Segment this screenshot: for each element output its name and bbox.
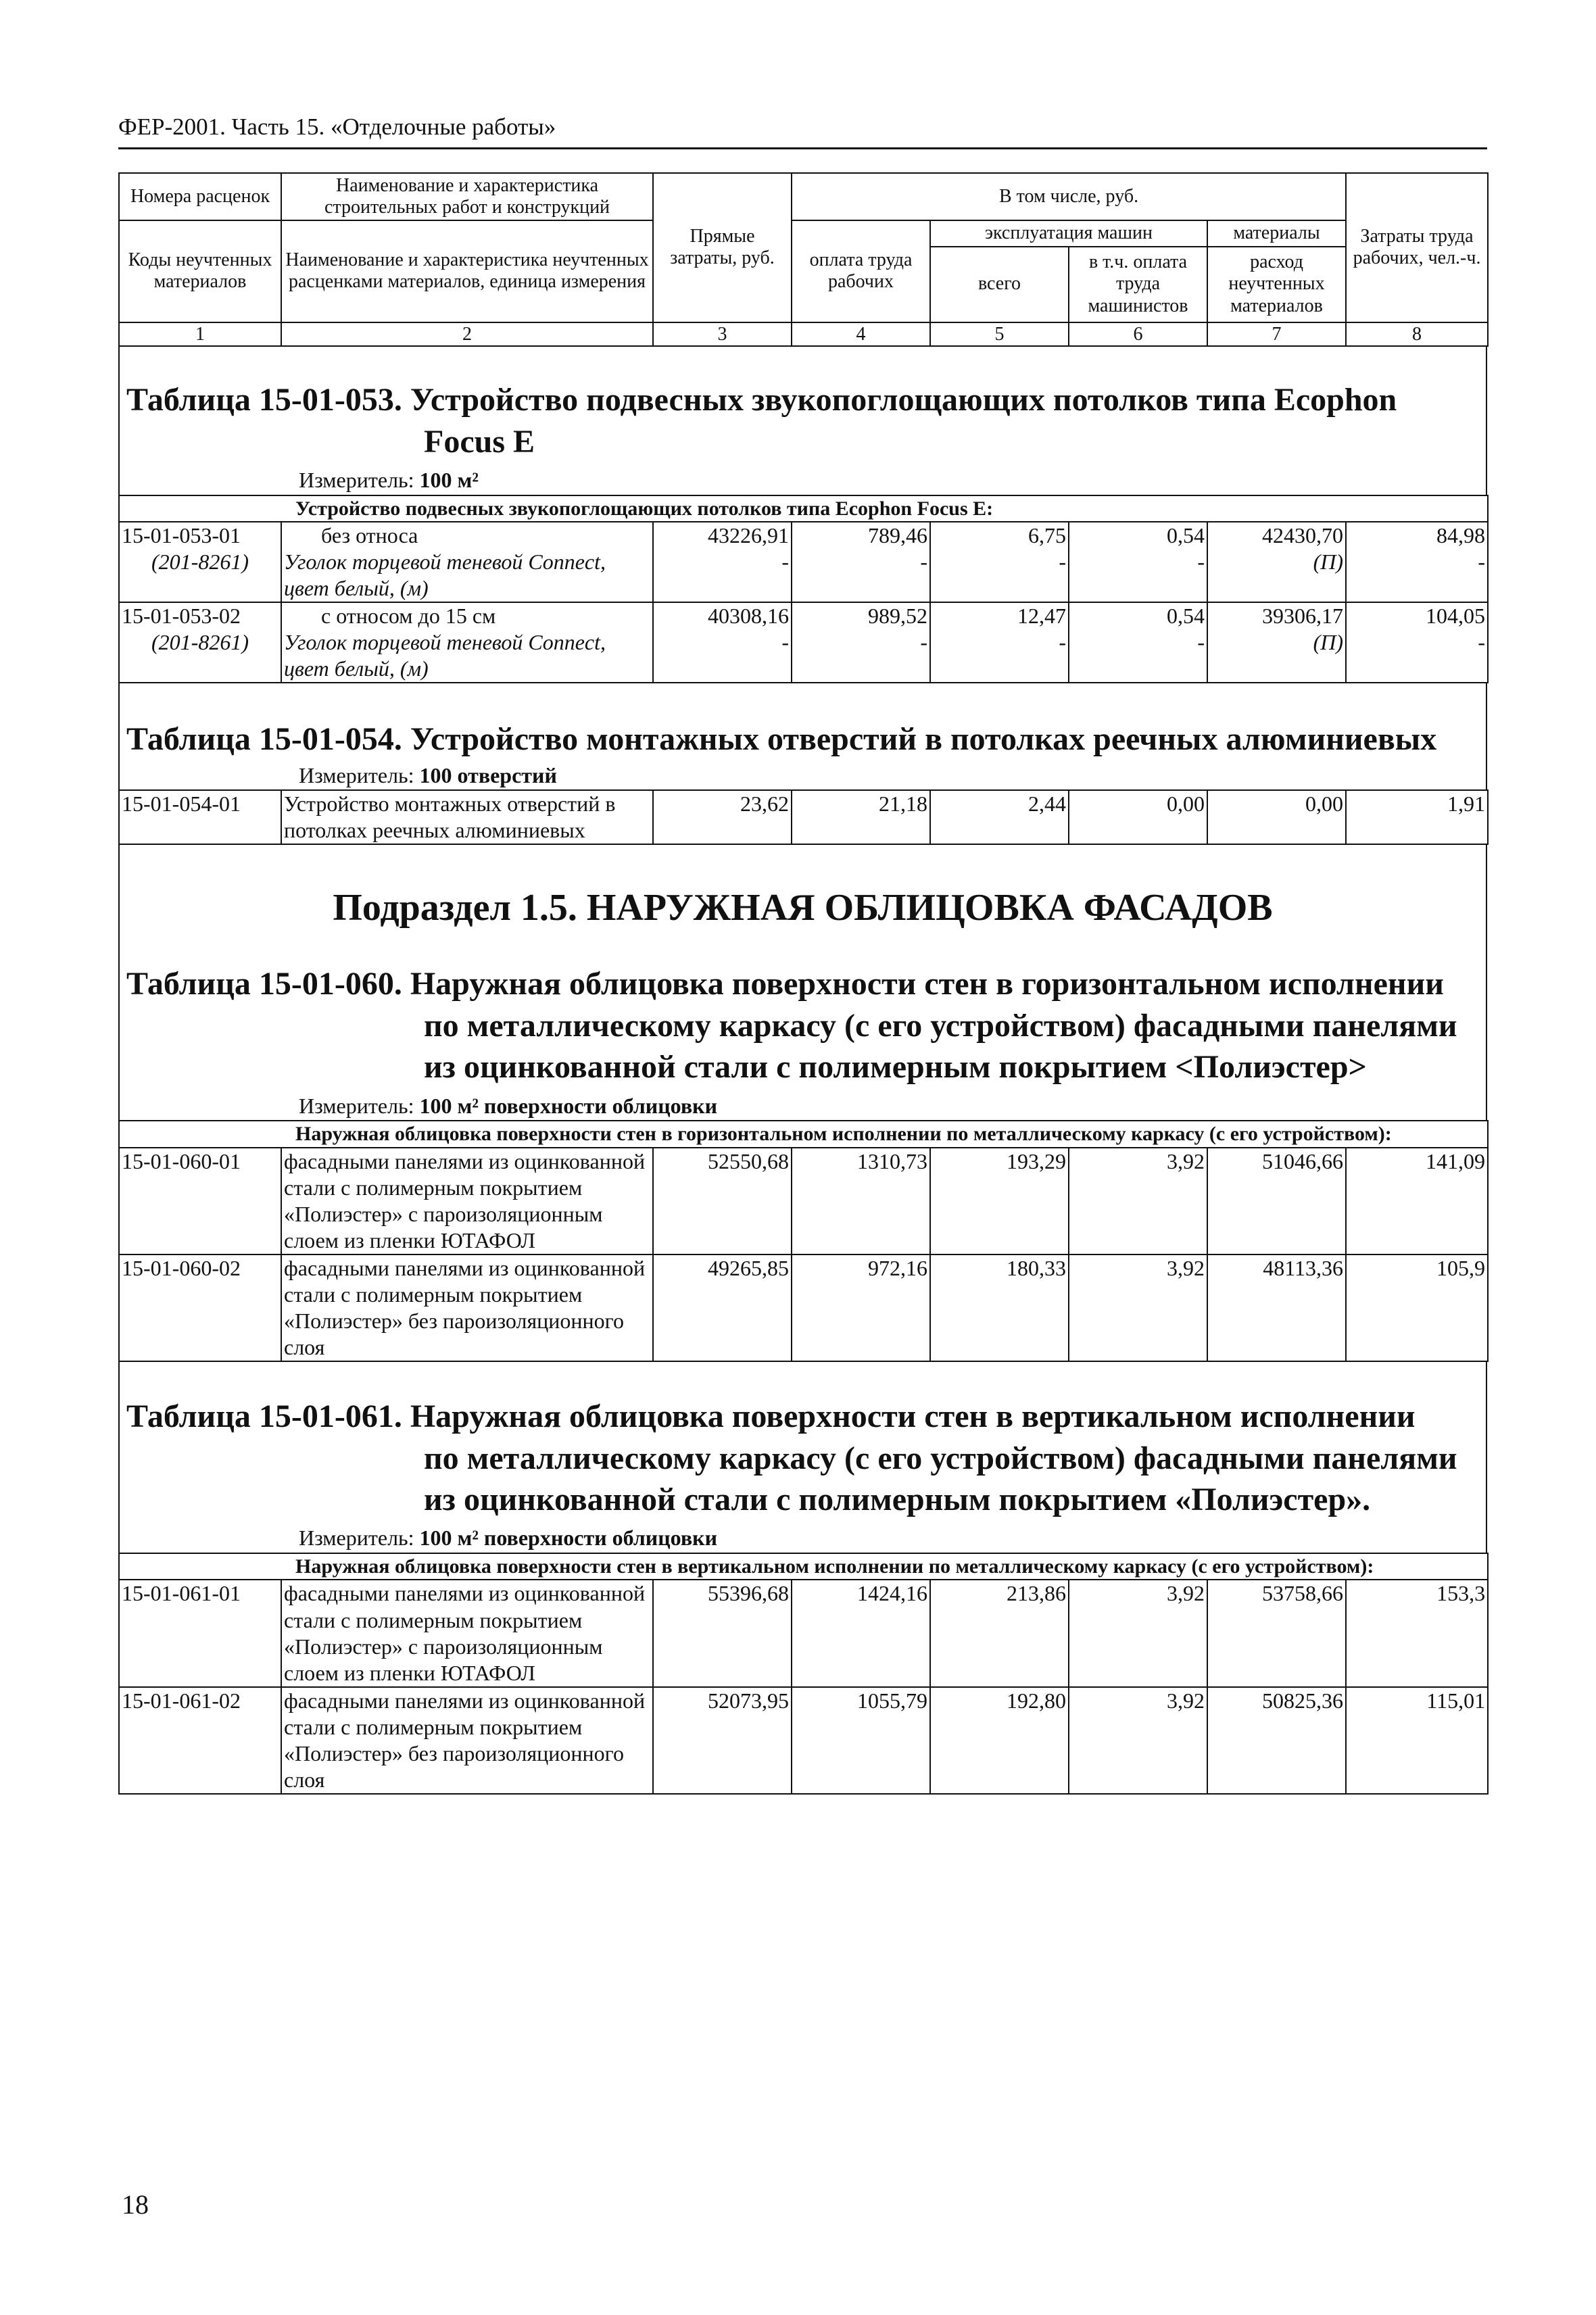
header-including: В том числе, руб. xyxy=(792,173,1346,220)
col-number: 3 xyxy=(653,322,792,347)
document-body xyxy=(118,172,1487,1795)
col-number: 6 xyxy=(1069,322,1207,347)
header-direct-costs: Прямые затраты, руб. xyxy=(653,173,792,322)
col-number: 7 xyxy=(1207,322,1346,347)
running-head: ФЕР-2001. Часть 15. «Отделочные работы» xyxy=(118,114,556,140)
subsection-title: Подраздел 1.5. НАРУЖНАЯ ОБЛИЦОВКА ФАСАДОВ xyxy=(333,887,1273,929)
table-row: 15-01-053-01 без относа 43226,91 789,46 6,75 0,54 42430,70 84,98 xyxy=(119,522,1488,549)
table-060 xyxy=(118,1120,1489,1362)
meter-060: Измеритель: 100 м² поверхности облицовки xyxy=(299,1093,718,1118)
header-material-codes: Коды неучтенных материалов xyxy=(119,220,281,322)
table-title-061: Таблица 15-01-061. Наружная облицовка поверхности стен в вертикальном исполнении по металлическому каркасу (с его устройством) фасадными панелями из оцинкованной стали с полимерным покрытием «Полиэстер». xyxy=(126,1398,1457,1517)
meter-061: Измеритель: 100 м² поверхности облицовки xyxy=(299,1526,718,1551)
header-labor-costs: Затраты труда рабочих, чел.-ч. xyxy=(1346,173,1488,322)
page-number: 18 xyxy=(122,2189,149,2220)
section-054 xyxy=(118,683,1487,789)
group-title: Наружная облицовка поверхности стен в горизонтальном исполнении по металлическому каркасу (с его устройством): xyxy=(119,1121,1488,1148)
header-material-names: Наименование и характеристика неучтенных расценками материалов, единица измерения xyxy=(281,220,653,322)
section-061 xyxy=(118,1362,1487,1553)
header-worker-pay: оплата труда рабочих xyxy=(792,220,930,322)
header-operator-pay: в т.ч. оплата труда машинистов xyxy=(1069,247,1207,322)
col-number: 4 xyxy=(792,322,930,347)
meter-053: Измеритель: 100 м² xyxy=(299,468,479,493)
table-row: 15-01-061-01 фасадными панелями из оцинкованной стали с полимерным покрытием «Полиэстер» с пароизоляционным слоем из пленки ЮТАФОЛ 55396,68 1424,16 213,86 3,92 53758,66 153,3 xyxy=(119,1580,1488,1686)
table-054 xyxy=(118,789,1489,845)
column-header-table xyxy=(118,172,1489,347)
header-materials: материалы xyxy=(1207,220,1346,246)
header-material-consumption: расход неучтенных материалов xyxy=(1207,247,1346,322)
header-machines-total: всего xyxy=(930,247,1069,322)
group-title: Устройство подвесных звукопоглощающих потолков типа Ecophon Focus E: xyxy=(119,495,1488,522)
header-rate-number: Номера расценок xyxy=(119,173,281,220)
table-row: 15-01-061-02 фасадными панелями из оцинкованной стали с полимерным покрытием «Полиэстер» без пароизоляционного слоя 52073,95 1055,79 192,80 3,92 50825,36 115,01 xyxy=(119,1687,1488,1794)
table-title-060: Таблица 15-01-060. Наружная облицовка поверхности стен в горизонтальном исполнении по металлическому каркасу (с его устройством) фасадными панелями из оцинкованной стали с полимерным покрытием <Полиэстер> xyxy=(126,966,1457,1086)
material-row: (201-8261) Уголок торцевой теневой Connect, цвет белый, (м) - - - - (П) - xyxy=(119,629,1488,683)
group-title: Наружная облицовка поверхности стен в вертикальном исполнении по металлическому каркасу (с его устройством): xyxy=(119,1553,1488,1580)
table-row: 15-01-054-01 Устройство монтажных отверстий в потолках реечных алюминиевых 23,62 21,18 2,44 0,00 0,00 1,91 xyxy=(119,790,1488,844)
table-row: 15-01-060-02 фасадными панелями из оцинкованной стали с полимерным покрытием «Полиэстер» без пароизоляционного слоя 49265,85 972,16 180,33 3,92 48113,36 105,9 xyxy=(119,1254,1488,1361)
col-number: 1 xyxy=(119,322,281,347)
header-rule xyxy=(118,147,1487,149)
col-number: 8 xyxy=(1346,322,1488,347)
table-061 xyxy=(118,1553,1489,1795)
table-row: 15-01-053-02 с относом до 15 см 40308,16 989,52 12,47 0,54 39306,17 104,05 xyxy=(119,602,1488,629)
header-machines: эксплуатация машин xyxy=(930,220,1207,246)
section-053 xyxy=(118,347,1487,494)
material-row: (201-8261) Уголок торцевой теневой Connect, цвет белый, (м) - - - - (П) - xyxy=(119,549,1488,602)
table-title-054: Таблица 15-01-054. Устройство монтажных отверстий в потолках реечных алюминиевых xyxy=(126,721,1437,758)
header-work-name: Наименование и характеристика строительных работ и конструкций xyxy=(281,173,653,220)
table-row: 15-01-060-01 фасадными панелями из оцинкованной стали с полимерным покрытием «Полиэстер» с пароизоляционным слоем из пленки ЮТАФОЛ 52550,68 1310,73 193,29 3,92 51046,66 141,09 xyxy=(119,1148,1488,1254)
col-number: 2 xyxy=(281,322,653,347)
col-number: 5 xyxy=(930,322,1069,347)
table-053 xyxy=(118,495,1489,684)
table-title-053: Таблица 15-01-053. Устройство подвесных звукопоглощающих потолков типа Ecophon Focus E xyxy=(126,382,1397,460)
meter-054: Измеритель: 100 отверстий xyxy=(299,762,557,787)
section-060 xyxy=(118,845,1487,1120)
